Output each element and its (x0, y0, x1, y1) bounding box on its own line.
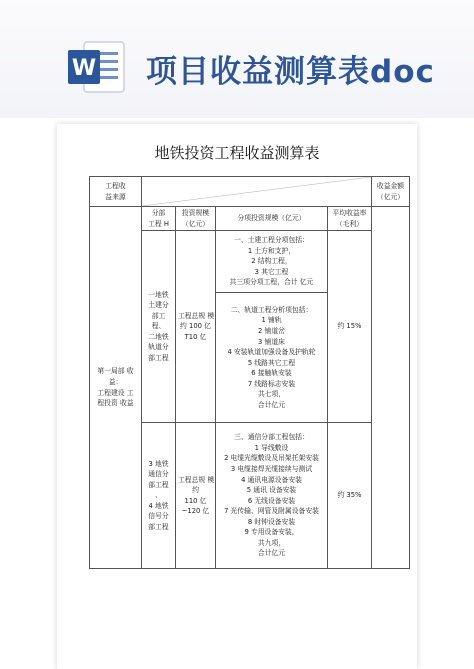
part1-name: 一地铁 土建分 部工 程、 二地铁 轨道分 部工程 (142, 231, 176, 423)
part2-rate: 约 35% (328, 423, 372, 569)
svg-text:W: W (71, 56, 97, 81)
part1-scale: 工程总规 模 约 100 亿 T10 亿 (176, 231, 216, 423)
document-page (57, 124, 417, 669)
part2-scale: 工程总规 模 约 110 亿 ~120 亿 (176, 423, 216, 569)
part2-items: 三、通信分部工程包括： 1 导线敷设 2 电缆光缆敷设及吊架托架安装 3 电缆接焊光缆接续与测试 4 通讯电源设备安装 5 通讯 设备安装 6 无线设备安装 7 光传输、网管及附属设备安装 8 时钟设备安装 9 专用设备安装， 共九项， 合计亿元 (216, 423, 328, 569)
document-banner (0, 0, 474, 118)
revenue-table (89, 176, 410, 569)
word-icon (66, 36, 128, 98)
header-scale: 投资规模 （亿元） (176, 207, 216, 231)
source-label: 第一局部 收 益： 工程建设 工 程投资 收益 (90, 207, 142, 569)
header-source: 工程收 益来源 (90, 177, 142, 207)
part1-rate: 约 15% (328, 231, 372, 423)
header-category: 分部 工程 H (142, 207, 176, 231)
header-amount: 收益金额 （亿元） (372, 177, 410, 207)
part1-track-items: 二、轨道工程分析项包括： 1 铺轨 2 铺道岔 3 铺道床 4 安装轨道加强设备及护轨轮 5 线路其它工程 6 接触轨安装 7 线路标志安装 共七项， 合计亿元 (216, 293, 328, 423)
header-rate: 平均收益率 （毛利） (328, 207, 372, 231)
part1-civil-items: 一、土建工程分项包括： 1 土方和支护， 2 结构工程， 3 其它工程 共三项分项工程，合计 亿元 (216, 231, 328, 293)
header-items: 分项投资规模（亿元） (216, 207, 328, 231)
amount-cell (372, 207, 410, 569)
document-title: 项目收益测算表doc (146, 54, 435, 90)
header-diagonal-cell (142, 177, 372, 207)
table-heading: 地铁投资工程收益测算表 (154, 144, 320, 162)
part2-name: 3 地铁 通信分 部工程 、 4 地铁 信号分 部工程 (142, 423, 176, 569)
